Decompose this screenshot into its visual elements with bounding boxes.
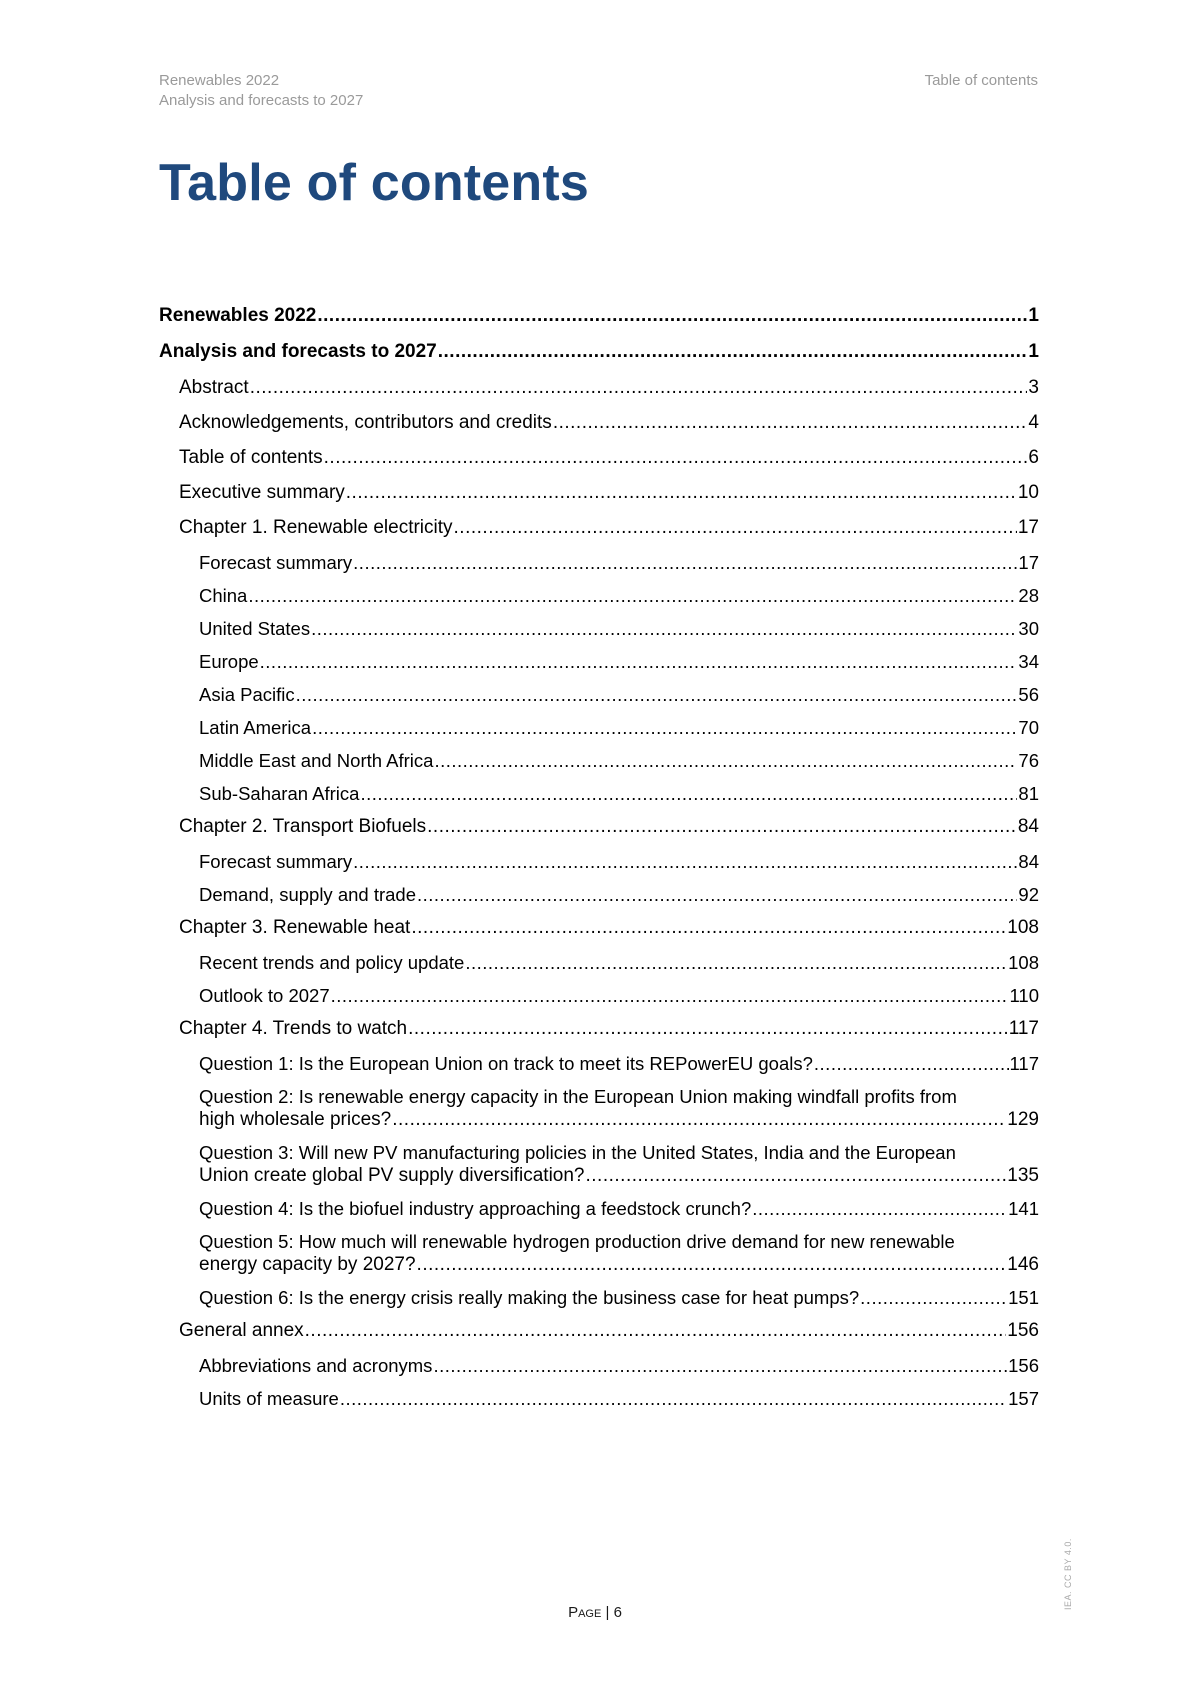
toc-entry[interactable]: [159, 716, 1039, 739]
dot-leader: [434, 749, 1017, 772]
toc-entry[interactable]: [159, 650, 1039, 673]
dot-leader: [353, 850, 1017, 873]
dot-leader: [586, 1164, 1007, 1187]
toc-entry-title: Europe: [199, 651, 259, 672]
dot-leader: [433, 1354, 1007, 1377]
dot-leader: [260, 650, 1018, 673]
toc-page-number: 34: [1018, 651, 1039, 672]
dot-leader: [248, 584, 1017, 607]
dot-leader: [454, 516, 1017, 539]
toc-entry[interactable]: [159, 584, 1039, 607]
license-note: IEA. CC BY 4.0.: [1063, 1538, 1073, 1610]
dot-leader: [814, 1052, 1009, 1075]
dot-leader: [408, 1017, 1008, 1040]
dot-leader: [860, 1286, 1007, 1309]
report-subtitle: Analysis and forecasts to 2027: [159, 92, 364, 109]
toc-entry[interactable]: [159, 1085, 1039, 1131]
toc-entry-title: Question 4: Is the biofuel industry approaching a feedstock crunch?: [199, 1198, 752, 1219]
dot-leader: [553, 411, 1028, 434]
dot-leader: [427, 815, 1017, 838]
dot-leader: [331, 984, 1009, 1007]
toc-page-number: 70: [1018, 717, 1039, 738]
toc-page-number: 3: [1028, 377, 1039, 398]
dot-leader: [360, 782, 1017, 805]
toc-entry-title: Question 6: Is the energy crisis really making the business case for heat pumps?: [199, 1287, 860, 1308]
toc-entry-title: Chapter 2. Transport Biofuels: [179, 816, 427, 837]
report-title: Renewables 2022: [159, 72, 280, 89]
dot-leader: [465, 951, 1007, 974]
toc-entry[interactable]: [159, 481, 1039, 504]
toc-entry[interactable]: [159, 1230, 1039, 1276]
toc-entry[interactable]: [159, 551, 1039, 574]
toc-entry-title-line1: Question 5: How much will renewable hydrogen production drive demand for new renewable: [199, 1231, 955, 1252]
toc-page-number: 1: [1028, 341, 1039, 362]
toc-page-number: 1: [1028, 305, 1039, 326]
toc-page-number: 84: [1018, 851, 1039, 872]
toc-page-number: 30: [1018, 618, 1039, 639]
toc-entry[interactable]: [159, 951, 1039, 974]
toc-entry[interactable]: [159, 749, 1039, 772]
toc-entry[interactable]: [159, 683, 1039, 706]
toc-page-number: 151: [1008, 1287, 1039, 1308]
toc-entry[interactable]: [159, 850, 1039, 873]
dot-leader: [438, 340, 1028, 363]
toc-page-number: 108: [1007, 917, 1039, 938]
toc-entry[interactable]: [159, 815, 1039, 838]
toc-page-number: 117: [1008, 1018, 1039, 1039]
toc-entry[interactable]: [159, 782, 1039, 805]
toc-page-number: 157: [1008, 1388, 1039, 1409]
running-header-right: Table of contents: [924, 72, 1038, 89]
toc-entry[interactable]: [159, 516, 1039, 539]
dot-leader: [346, 481, 1017, 504]
toc-page-number: 141: [1008, 1198, 1039, 1219]
toc-entry-title: General annex: [179, 1320, 304, 1341]
dot-leader: [340, 1387, 1007, 1410]
toc-entry-title: Chapter 3. Renewable heat: [179, 917, 411, 938]
toc-entry[interactable]: [159, 340, 1039, 363]
toc-page-number: 92: [1018, 884, 1039, 905]
toc-page-number: 146: [1007, 1254, 1039, 1275]
toc-page-number: 84: [1017, 816, 1039, 837]
toc-entry-title: Forecast summary: [199, 552, 353, 573]
page-title: Table of contents: [159, 154, 590, 212]
toc-entry[interactable]: [159, 1286, 1039, 1309]
toc-entry[interactable]: [159, 1017, 1039, 1040]
toc-page-number: 117: [1009, 1053, 1039, 1074]
toc-page-number: 108: [1008, 952, 1039, 973]
toc-page-number: 81: [1018, 783, 1039, 804]
toc-entry-title-line1: Question 2: Is renewable energy capacity in the European Union making windfall profits from: [199, 1086, 957, 1107]
dot-leader: [752, 1197, 1007, 1220]
toc-entry[interactable]: [159, 1052, 1039, 1075]
toc-page-number: 156: [1008, 1355, 1039, 1376]
toc-page-number: 6: [1028, 447, 1039, 468]
toc-entry[interactable]: [159, 304, 1039, 327]
toc-page-number: 76: [1018, 750, 1039, 771]
toc-entry-title: Chapter 4. Trends to watch: [179, 1018, 408, 1039]
toc-entry-title: Chapter 1. Renewable electricity: [179, 517, 453, 538]
toc-page-number: 135: [1007, 1165, 1039, 1186]
toc-page-number: 17: [1018, 552, 1039, 573]
dot-leader: [305, 1319, 1007, 1342]
page-footer: [0, 1604, 1190, 1621]
toc-entry-title: Renewables 2022: [159, 305, 317, 326]
toc-entry-title: energy capacity by 2027?: [199, 1254, 416, 1275]
toc-entry[interactable]: [159, 446, 1039, 469]
page-label: Page: [568, 1604, 602, 1621]
toc-entry[interactable]: [159, 984, 1039, 1007]
toc-entry-title: Demand, supply and trade: [199, 884, 416, 905]
toc-entry-title: Abbreviations and acronyms: [199, 1355, 433, 1376]
toc-entry-title: Asia Pacific: [199, 684, 295, 705]
dot-leader: [296, 683, 1018, 706]
toc-entry-title: Sub-Saharan Africa: [199, 783, 360, 804]
toc-entry[interactable]: [159, 1387, 1039, 1410]
dot-leader: [317, 304, 1027, 327]
toc-entry[interactable]: [159, 883, 1039, 906]
dot-leader: [353, 551, 1017, 574]
toc-entry[interactable]: [159, 1197, 1039, 1220]
dot-leader: [392, 1108, 1006, 1131]
toc-page-number: 129: [1007, 1109, 1039, 1130]
toc-entry[interactable]: [159, 617, 1039, 640]
toc-entry-title: United States: [199, 618, 311, 639]
dot-leader: [312, 716, 1017, 739]
toc-entry-title: Outlook to 2027: [199, 985, 330, 1006]
toc-entry-title: Recent trends and policy update: [199, 952, 465, 973]
toc-entry-title: Acknowledgements, contributors and credits: [179, 412, 552, 433]
toc-entry-title: Union create global PV supply diversification?: [199, 1165, 585, 1186]
table-of-contents: [159, 304, 1039, 1420]
toc-entry-title: China: [199, 585, 248, 606]
toc-entry-title: Units of measure: [199, 1388, 339, 1409]
toc-page-number: 28: [1018, 585, 1039, 606]
toc-entry[interactable]: [159, 376, 1039, 399]
page-number: 6: [613, 1604, 622, 1621]
toc-entry[interactable]: [159, 1141, 1039, 1187]
toc-page-number: 110: [1009, 985, 1039, 1006]
dot-leader: [417, 883, 1017, 906]
toc-entry-title: Analysis and forecasts to 2027: [159, 341, 437, 362]
toc-entry-title-line1: Question 3: Will new PV manufacturing policies in the United States, India and the European: [199, 1142, 956, 1163]
dot-leader: [311, 617, 1017, 640]
toc-page-number: 17: [1017, 517, 1039, 538]
toc-page-number: 156: [1007, 1320, 1039, 1341]
toc-entry-title: high wholesale prices?: [199, 1109, 392, 1130]
toc-entry[interactable]: [159, 1319, 1039, 1342]
toc-page-number: 4: [1028, 412, 1039, 433]
toc-entry-title: Abstract: [179, 377, 249, 398]
toc-entry-title: Table of contents: [179, 447, 323, 468]
toc-page-number: 10: [1017, 482, 1039, 503]
dot-leader: [411, 916, 1006, 939]
dot-leader: [250, 376, 1028, 399]
toc-entry-title: Latin America: [199, 717, 312, 738]
running-header-left: [159, 71, 363, 111]
dot-leader: [324, 446, 1028, 469]
toc-entry-title: Middle East and North Africa: [199, 750, 434, 771]
toc-entry[interactable]: [159, 411, 1039, 434]
page-separator: |: [601, 1604, 614, 1621]
toc-page-number: 56: [1018, 684, 1039, 705]
toc-entry-title: Executive summary: [179, 482, 345, 503]
toc-entry-title: Forecast summary: [199, 851, 353, 872]
toc-entry[interactable]: [159, 1354, 1039, 1377]
toc-entry[interactable]: [159, 916, 1039, 939]
toc-entry-title: Question 1: Is the European Union on track to meet its REPowerEU goals?: [199, 1053, 813, 1074]
dot-leader: [417, 1253, 1007, 1276]
